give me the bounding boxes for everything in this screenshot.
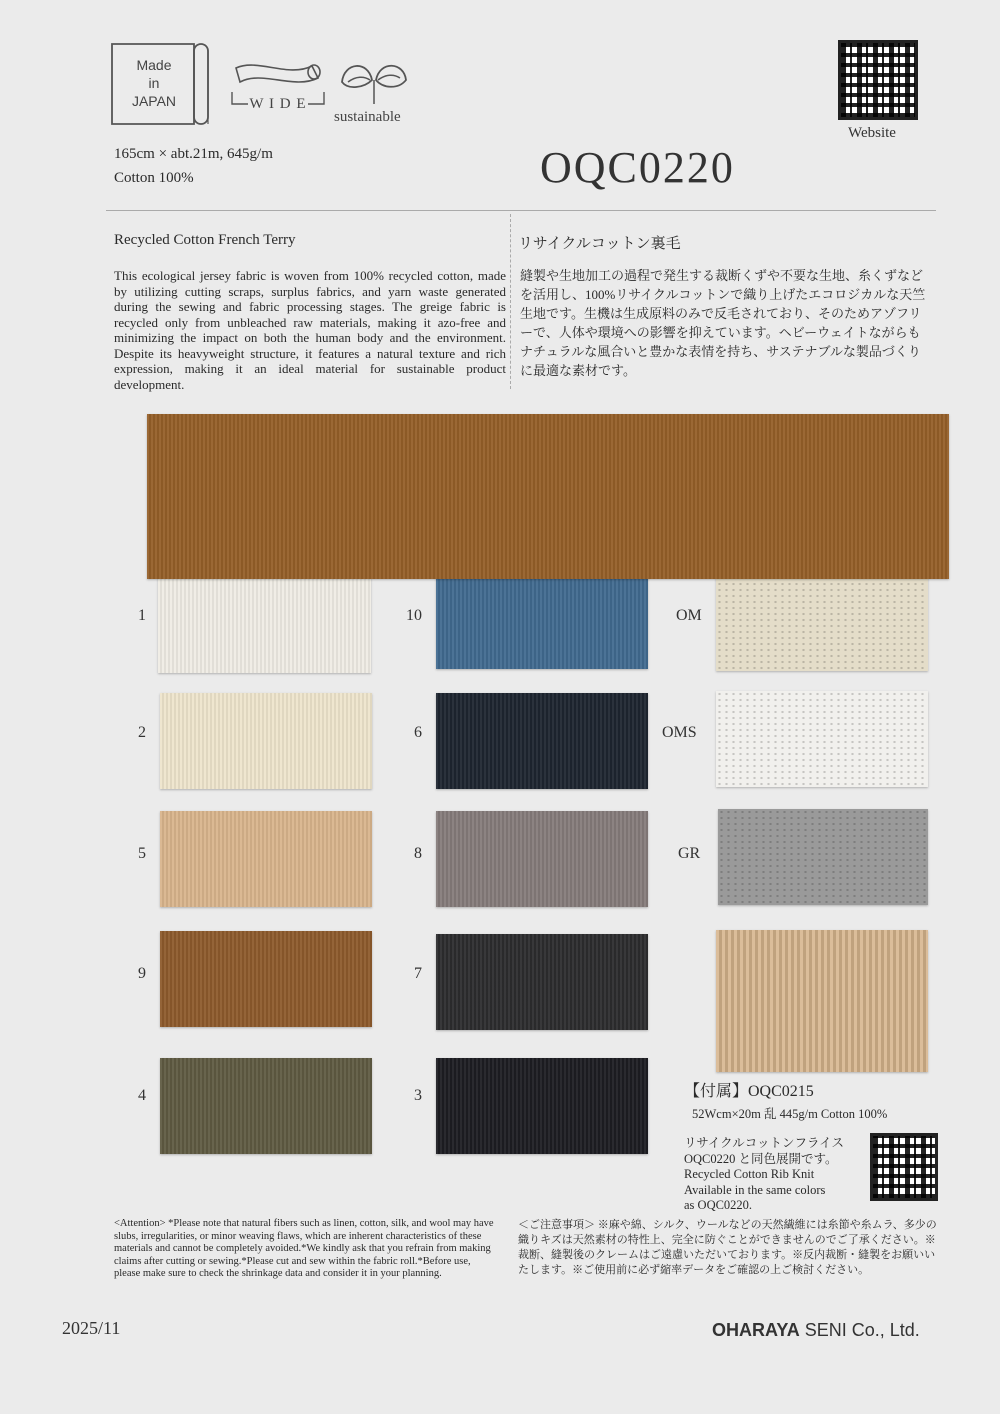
swatch-label-gr: GR <box>678 845 701 862</box>
sustainable-leaf-icon <box>338 52 410 108</box>
swatch-oms <box>716 691 928 787</box>
wide-label: W I D E <box>249 96 307 112</box>
rib-knit-swatch <box>716 930 928 1072</box>
company-name <box>712 1320 920 1341</box>
accessory-note-line: as OQC0220. <box>684 1198 753 1212</box>
issue-date: 2025/11 <box>62 1318 121 1338</box>
swatch-9 <box>160 931 372 1027</box>
swatch-4 <box>160 1058 372 1154</box>
fabric-composition: Cotton 100% <box>114 170 194 186</box>
swatch-label-2: 2 <box>138 724 146 741</box>
product-title-ja: リサイクルコットン裏毛 <box>518 236 681 252</box>
swatch-1 <box>158 577 371 673</box>
accessory-heading: 【付属】OQC0215 <box>684 1083 814 1100</box>
fabric-dimensions: 165cm × abt.21m, 645g/m <box>114 146 273 162</box>
description-en: This ecological jersey fabric is woven from 100% recycled cotton, made by utilizing cutting scraps, surplus fabrics, and yarn waste generated during the sewing and fabric processing stages. The greige fabric is recycled only from unbleached raw materials, making it azo-free and minimizing the impact on both the human body and the environment. Despite its heavyweight structure, it features a natural texture and rich expression, making it an ideal material for sustainable product development. <box>114 268 506 392</box>
in-label: in <box>148 75 160 91</box>
product-code: OQC0220 <box>540 143 735 192</box>
swatch-2 <box>160 693 372 789</box>
made-label: Made <box>136 57 172 73</box>
swatch-label-oms: OMS <box>662 724 697 741</box>
swatch-10 <box>436 573 648 669</box>
swatch-label-3: 3 <box>414 1087 422 1104</box>
swatch-label-9: 9 <box>138 965 146 982</box>
website-label: Website <box>848 125 896 141</box>
accessory-spec: 52Wcm×20m 乱 445g/m Cotton 100% <box>692 1107 888 1121</box>
sustainable-label: sustainable <box>334 109 401 125</box>
company-name-rest: SENI Co., Ltd. <box>799 1320 920 1340</box>
swatch-3 <box>436 1058 648 1154</box>
accessory-note-line: Available in the same colors <box>684 1182 826 1197</box>
attention-en: <Attention> *Please note that natural fibers such as linen, cotton, silk, and wool may have slubs, irregularities, or minor weaving flaws, which are inherent characteristics of these materials and cannot be completely avoided.*We kindly ask that you refrain from making claims after cutting or sewing.*Please cut and sew within the fabric roll.*Before use, please make sure to check the shrinkage data and consider it in your planning. <box>114 1218 494 1279</box>
accessory-qr-code[interactable] <box>870 1133 938 1201</box>
swatch-6 <box>436 693 648 789</box>
swatch-gr <box>718 809 928 905</box>
swatch-om <box>716 575 928 671</box>
description-ja: 縫製や生地加工の過程で発生する裁断くずや不要な生地、糸くずなどを活用し、100%リサイクルコットンで織り上げたエコロジカルな天竺生地です。生機は生成原料のみで反毛されており、そのためアゾフリーで、人体や環境への影響を抑えています。ヘビーウェイトながらもナチュラルな風合いと豊かな表情を持ち、サステナブルな製品づくりに最適な素材です。 <box>520 268 926 378</box>
main-fabric-swatch <box>147 414 949 579</box>
japan-label: JAPAN <box>131 93 177 109</box>
swatch-label-7: 7 <box>414 965 422 982</box>
swatch-label-6: 6 <box>414 724 422 741</box>
swatch-8 <box>436 811 648 907</box>
swatch-label-1: 1 <box>138 607 146 624</box>
swatch-label-om: OM <box>676 607 702 624</box>
attention-ja: ＜ご注意事項＞ ※麻や綿、シルク、ウールなどの天然繊維には糸節や糸ムラ、多少の織りキズは天然素材の特性上、完全に防ぐことができませんのでご了承ください。※裁断、縫製後のクレームはご遠慮いただいております。※反内裁断・縫製をお願いいたします。※ご使用前に必ず縮率データをご確認の上ご検討ください。 <box>518 1219 937 1276</box>
column-divider <box>510 214 511 389</box>
swatch-7 <box>436 934 648 1030</box>
website-qr-code[interactable] <box>838 40 918 120</box>
swatch-label-8: 8 <box>414 845 422 862</box>
header-divider <box>106 210 936 211</box>
swatch-label-4: 4 <box>138 1087 146 1104</box>
accessory-note-line: リサイクルコットンフライス <box>684 1136 845 1150</box>
swatch-label-10: 10 <box>406 607 422 624</box>
made-in-japan-label <box>118 56 190 110</box>
accessory-note-line: Recycled Cotton Rib Knit <box>684 1167 815 1181</box>
swatch-label-5: 5 <box>138 845 146 862</box>
accessory-note-line: OQC0220 と同色展開です。 <box>684 1151 838 1166</box>
accessory-note <box>684 1136 874 1214</box>
product-title-en: Recycled Cotton French Terry <box>114 232 296 248</box>
swatch-5 <box>160 811 372 907</box>
company-name-bold: OHARAYA <box>712 1320 800 1340</box>
